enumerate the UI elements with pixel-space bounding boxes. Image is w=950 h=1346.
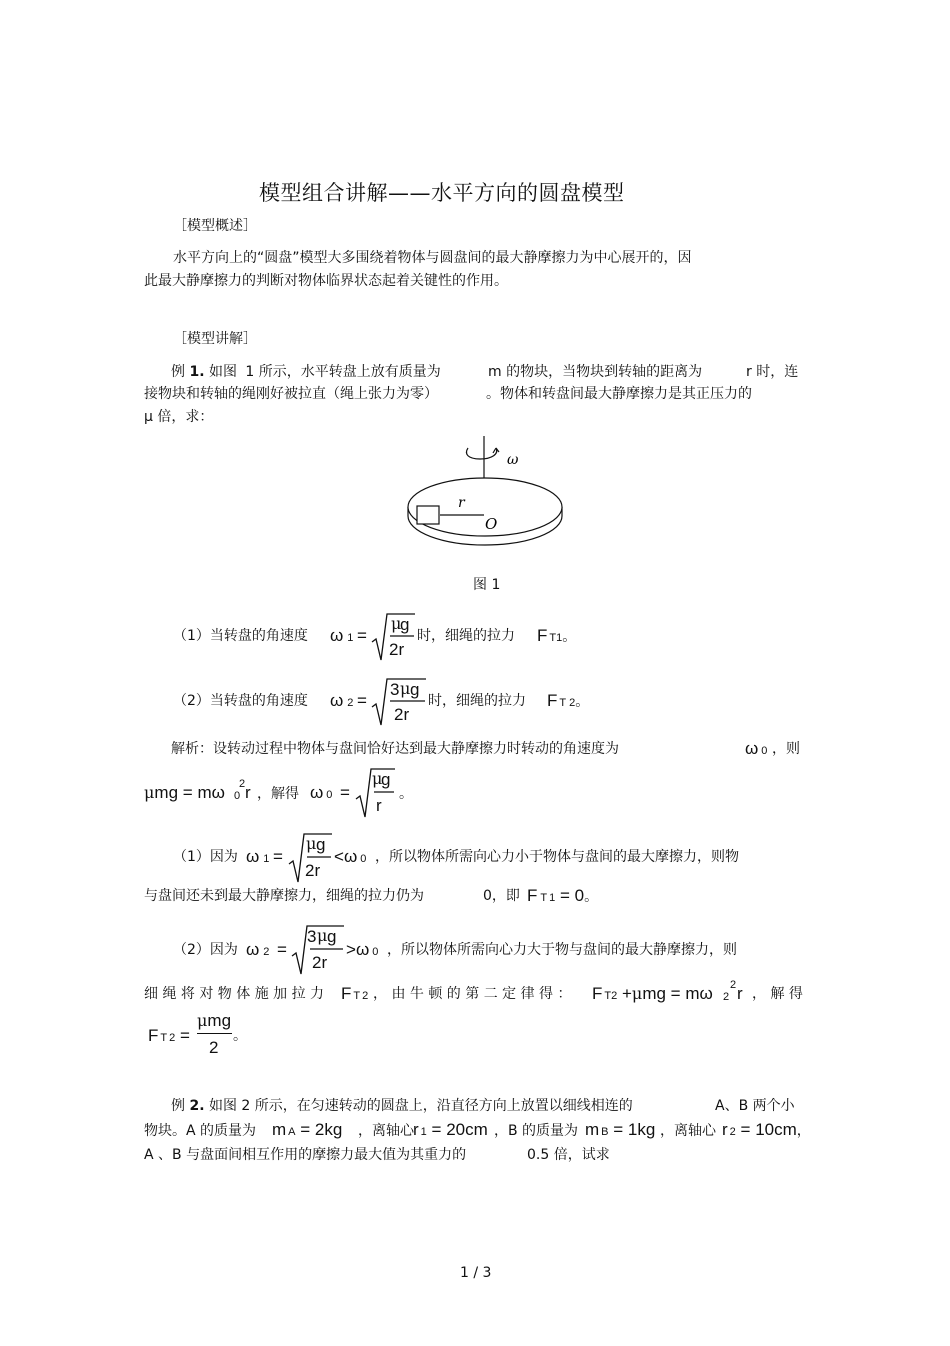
equals-sign: = [357, 691, 367, 710]
analysis-part-2-prefix: （2）因为 [173, 942, 238, 958]
example-2-line-2b: ，离轴心 [358, 1123, 414, 1139]
symbol: F [592, 984, 603, 1003]
example-1-label [171, 363, 441, 381]
example-1-text-m: m 的物块，当物块到转轴的距离为 [488, 364, 703, 380]
example-2-line-1b: A、B 两个小 [715, 1098, 795, 1114]
plus-sign: + [621, 984, 632, 1003]
less-than: < [334, 847, 344, 866]
equals-sign: = [431, 1120, 442, 1139]
page-number: 1 / 3 [460, 1265, 492, 1281]
symbol: F [341, 984, 352, 1003]
mg: mg [642, 984, 666, 1003]
symbol: F [547, 691, 558, 710]
denominator: 2r [305, 861, 321, 880]
subscript: 2 [569, 697, 576, 709]
example-1-line-3: μ 倍，求： [144, 409, 214, 425]
symbol: ω [246, 847, 260, 866]
r-term [245, 783, 251, 803]
example-2-line-3a: A 、B 与盘面间相互作用的摩擦力最大值为其重力的 [144, 1147, 467, 1163]
subscript: 2 [362, 990, 369, 1002]
subscript: 1 [420, 1126, 427, 1138]
mass-a [272, 1120, 342, 1140]
subscript: 0 [360, 853, 367, 865]
mu: μ [317, 926, 328, 945]
analysis-part-1-text: ，所以物体所需向心力小于物体与盘间的最大摩擦力，则物 [375, 849, 739, 865]
mu: μ [197, 1011, 208, 1030]
subscript: 2 [729, 1126, 736, 1138]
q2-omega [330, 691, 353, 711]
equals-sign: = [357, 626, 367, 645]
subscript: 2 [169, 1032, 176, 1044]
g: g [381, 770, 391, 789]
symbol: F [527, 886, 538, 905]
omega-0-2 [310, 783, 332, 803]
q2-force [547, 691, 589, 711]
example-label: 例 [171, 364, 185, 380]
equals-sign: = [613, 1120, 624, 1139]
analysis-part-1-line-2b: 0，即 [483, 888, 520, 904]
greater-than: > [346, 940, 356, 959]
subscript: 0 [234, 790, 241, 802]
text-run: 如图 2 所示，在匀速转动的圆盘上，沿直径方向上放置以细线相连的 [208, 1098, 633, 1114]
subscript: T [353, 990, 361, 1002]
center-label: O [485, 515, 498, 533]
value: 2kg [314, 1120, 343, 1139]
subscript: B [601, 1126, 609, 1138]
equals-sign: = [740, 1120, 751, 1139]
block [417, 506, 439, 524]
radius-b [722, 1120, 811, 1140]
q1-omega [330, 626, 353, 646]
overview-line-1: 水平方向上的“圆盘”模型大多围绕着物体与圆盘间的最大静摩擦力为中心展开的，因 [173, 250, 692, 266]
subscript: A [288, 1126, 296, 1138]
equals-sign: = [182, 783, 193, 802]
q1-force [537, 626, 576, 646]
subscript: 1 [347, 632, 354, 644]
subscript: 0 [372, 946, 379, 958]
subscript: 1 [263, 853, 270, 865]
compare-less [334, 847, 366, 867]
period: 。 [562, 628, 577, 644]
subscript: 0 [326, 789, 333, 801]
comma: ， [796, 1122, 811, 1138]
value: 10cm [755, 1120, 797, 1139]
r: r [737, 984, 743, 1003]
fraction-denominator: 2 [209, 1038, 219, 1057]
example-2-line-1 [171, 1097, 633, 1115]
symbol: F [537, 626, 548, 645]
g: g [410, 680, 420, 699]
mu: μ [631, 984, 643, 1003]
overview-line-2: 此最大静摩擦力的判断对物体临界状态起着关键性的作用。 [144, 273, 508, 289]
equals-sign: = [277, 940, 287, 959]
zero: 0 [574, 886, 585, 905]
period: 。 [584, 888, 599, 904]
denominator: 2r [312, 953, 328, 972]
symbol: ω [355, 940, 370, 959]
denominator: 2r [394, 705, 410, 724]
mu: μ [306, 834, 317, 853]
equals-sign: = [273, 847, 283, 866]
fraction-numerator [197, 1011, 231, 1031]
example-1-text-r: r 时，连 [746, 364, 799, 380]
subscript: T [559, 697, 567, 709]
mu: μ [400, 679, 411, 698]
subscript: 1 [549, 892, 556, 904]
analysis-line-1-end: ，则 [772, 741, 800, 757]
omega-2-ref [246, 940, 269, 960]
analysis-solve: ，解得 [257, 786, 299, 802]
subscript: 2 [347, 697, 354, 709]
mu: μ [144, 783, 155, 802]
subscript: T2 [604, 990, 618, 1002]
symbol: ω [330, 691, 344, 710]
subscript: T [540, 892, 548, 904]
section-heading-overview: ［模型概述］ [173, 218, 257, 234]
question-1-prefix: （1）当转盘的角速度 [173, 628, 308, 644]
omega-label: ω [507, 452, 519, 468]
m-omega: mω [197, 783, 225, 802]
question-1-mid: 时，细绳的拉力 [417, 628, 515, 644]
m-omega: mω [685, 984, 713, 1003]
g: g [316, 835, 326, 854]
r: r [722, 1120, 728, 1139]
symbol: ω [310, 783, 324, 802]
subscript: 2 [263, 946, 270, 958]
period: 。 [575, 693, 590, 709]
g: g [327, 927, 337, 946]
example-2-line-3b: 0.5 倍，试求 [527, 1147, 610, 1163]
text-run: 如图 [208, 364, 237, 380]
g: g [400, 615, 410, 634]
equals-sign: = [340, 783, 350, 802]
question-2-prefix: （2）当转盘的角速度 [173, 693, 308, 709]
example-2-line-2c: ，B 的质量为 [494, 1123, 579, 1139]
denominator: 2r [389, 640, 405, 659]
symbol: ω [343, 847, 358, 866]
superscript: 2 [730, 979, 737, 991]
omega-0 [745, 739, 767, 759]
example-1-line-2b: 。物体和转盘间最大静摩擦力是其正压力的 [486, 386, 752, 402]
mg: mg [207, 1011, 232, 1030]
r: r [413, 1120, 419, 1139]
example-number: 2. [189, 1098, 205, 1114]
analysis-line-1: 解析：设转动过程中物体与盘间恰好达到最大静摩擦力时转动的角速度为 [171, 741, 619, 757]
example-2-line-2a: 物块。A 的质量为 [144, 1123, 257, 1139]
analysis-part-2-newton: ， 由 牛 顿 的 第 二 定 律 得 ： [373, 986, 572, 1002]
mu: μ [372, 769, 383, 788]
compare-greater [346, 940, 378, 960]
newton-equation [592, 984, 713, 1004]
symbol: ω [246, 940, 260, 959]
value: 1kg [627, 1120, 656, 1139]
result-ft2 [148, 1026, 175, 1046]
example-2-line-2d: ，离轴心 [660, 1123, 716, 1139]
subscript: T [160, 1032, 168, 1044]
section-heading-explain: ［模型讲解］ [173, 331, 257, 347]
equals-sign: = [180, 1026, 190, 1045]
radius-a [413, 1120, 488, 1140]
equals-sign: = [300, 1120, 311, 1139]
analysis-part-1-prefix: （1）因为 [173, 849, 238, 865]
example-label: 例 [171, 1098, 185, 1114]
equals-sign: = [559, 886, 570, 905]
analysis-end: 。 [233, 1028, 247, 1044]
symbol: ω [745, 739, 759, 758]
r: r [245, 783, 251, 802]
radius-label: r [458, 495, 465, 511]
analysis-part-1-line-2a: 与盘间还未到最大静摩擦力，细绳的拉力仍为 [144, 888, 424, 904]
analysis-part-2-line-2: 细 绳 将 对 物 体 施 加 拉 力 [144, 986, 325, 1002]
example-number: 1. [189, 364, 205, 380]
analysis-part-2-text: ，所以物体所需向心力大于物与盘间的最大静摩擦力，则 [387, 942, 737, 958]
fraction-bar [197, 1033, 232, 1034]
equation-mu-mg [144, 783, 225, 803]
value: 20cm [446, 1120, 488, 1139]
text-run: 1 所示，水平转盘上放有质量为 [245, 364, 441, 380]
omega-1-ref [246, 847, 269, 867]
figure-1-caption: 图 1 [473, 577, 501, 593]
subscript: 2 [723, 991, 730, 1003]
analysis-line-2-end: 。 [399, 786, 413, 802]
superscript: 2 [239, 778, 246, 790]
question-2-mid: 时，细绳的拉力 [428, 693, 526, 709]
m: m [272, 1120, 287, 1139]
symbol: F [148, 1026, 159, 1045]
mass-b [585, 1120, 655, 1140]
figure-1-turntable [400, 432, 570, 572]
equals-sign: = [670, 984, 681, 1003]
tension-zero [527, 886, 598, 906]
analysis-part-2-solve: ， 解 得 [752, 986, 803, 1002]
tension-ft2 [341, 984, 368, 1004]
denominator: r [376, 796, 382, 815]
three: 3 [390, 680, 400, 699]
mu: μ [391, 614, 402, 633]
example-1-line-2a: 接物块和转轴的绳刚好被拉直（绳上张力为零） [144, 386, 438, 402]
m: m [585, 1120, 600, 1139]
three: 3 [307, 927, 317, 946]
document-title: 模型组合讲解——水平方向的圆盘模型 [259, 181, 625, 205]
mg: mg [154, 783, 179, 802]
rotation-arrow [467, 448, 497, 459]
symbol: ω [330, 626, 344, 645]
subscript: T1 [549, 632, 563, 644]
subscript: 0 [761, 745, 768, 757]
